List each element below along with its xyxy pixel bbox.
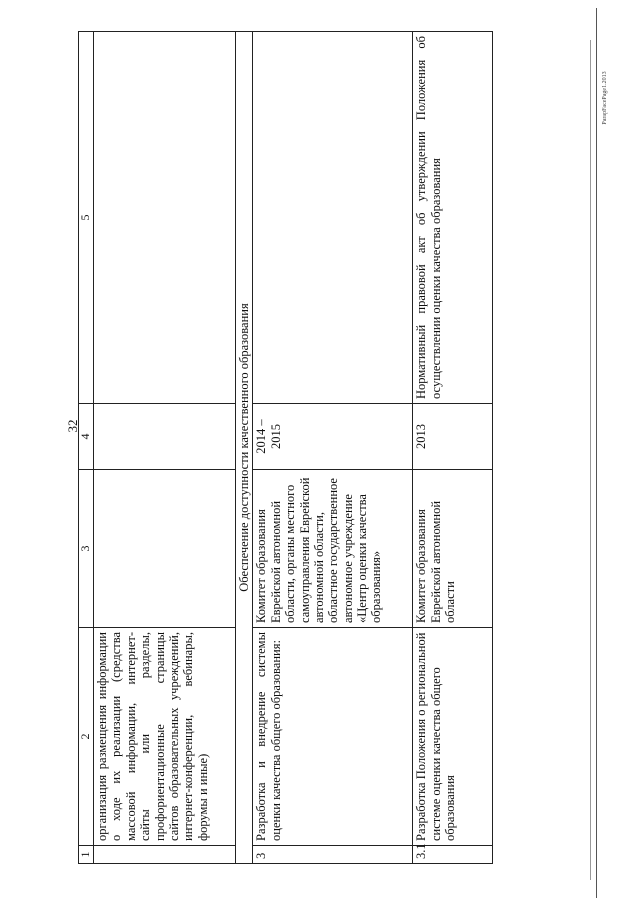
executor-cell: Комитет образования Еврейской автономной области [413,470,493,628]
header-col-4: 4 [79,404,94,470]
result-cell: Нормативный правовой акт об утверждении Положения об осуществлении оценки качества образования [413,32,493,404]
header-col-2: 2 [79,628,94,846]
period-cell: 2014 – 2015 [253,404,413,470]
page-number: 32 [65,419,80,433]
row-number: 3.1 [413,846,493,864]
plan-table [78,31,493,864]
row-number [94,846,236,864]
executor-cell [94,470,236,628]
table-row [253,32,413,864]
row-number: 3 [253,846,413,864]
period-cell: 2013 [413,404,493,470]
margin-rule-thin [590,40,591,880]
result-cell [94,32,236,404]
section-title: Обеспечение доступности качественного образования [236,32,253,864]
margin-rule [596,8,597,898]
executor-cell: Комитет образования Еврейской автономной области, органы местного самоуправления Еврейской автономной области, областное государственное автономное учреждение «Центр оценки качества образования» [253,470,413,628]
margin-annotation: ParapFacePage1.2013 [602,71,608,125]
table-row [94,32,236,864]
activity-cell: Разработка и внедрение системы оценки качества общего образования: [253,628,413,846]
activity-cell: Разработка Положения о региональной системе оценки качества общего образования [413,628,493,846]
header-row [79,32,94,864]
activity-cell: организация размещения информации о ходе их реализации (средства массовой информации, интернет-сайты или разделы, профориентационные страницы сайтов образовательных учреждений, интернет-конференции, вебинары, форумы и иные) [94,628,236,846]
header-col-1: 1 [79,846,94,864]
section-row [236,32,253,864]
header-col-3: 3 [79,470,94,628]
result-cell [253,32,413,404]
table-row [413,32,493,864]
period-cell [94,404,236,470]
rotated-table-container [78,32,458,864]
header-col-5: 5 [79,32,94,404]
